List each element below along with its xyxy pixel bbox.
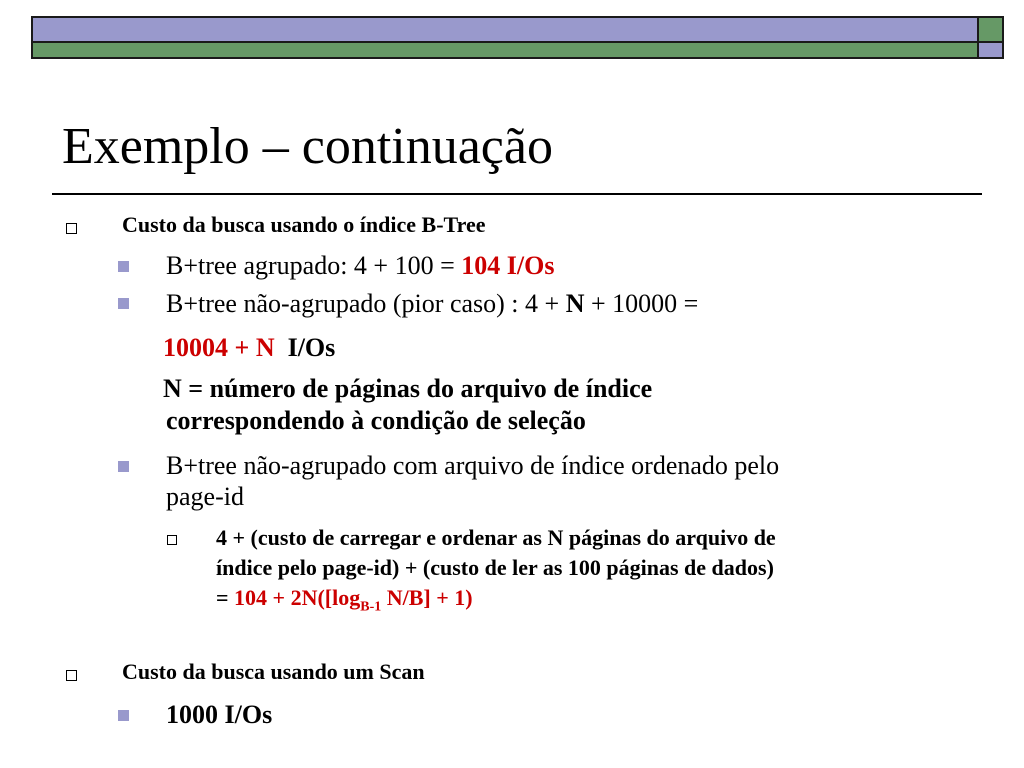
item-clustered [166,250,554,282]
sub-item-line3 [216,584,473,621]
item-unclustered-note-2: correspondendo à condição de seleção [166,406,586,435]
title-divider [52,193,982,195]
filled-square-bullet-icon [118,710,129,721]
sub-item-line2: índice pelo page-id) + (custo de ler as 100 páginas de dados) [216,555,774,580]
formula-subscript: B-1 [360,599,382,615]
item-clustered-result: 104 I/Os [461,251,555,280]
sub-item-equals: = [216,585,235,610]
sub-item-line1: 4 + (custo de carregar e ordenar as N páginas do arquivo de [216,525,776,550]
hollow-square-bullet-icon [66,223,77,234]
item-unclustered [166,288,698,320]
scan-cost: 1000 I/Os [166,700,273,729]
header-bar-green [31,41,979,59]
hollow-square-bullet-icon [66,670,77,681]
section1-heading: Custo da busca usando o índice B-Tree [122,212,486,237]
item-sorted-line1: B+tree não-agrupado com arquivo de índice ordenado pelo [166,451,780,480]
header-bar-blue [31,16,979,43]
item-unclustered-unit: I/Os [287,333,336,362]
header-square-blue [977,41,1004,59]
item-unclustered-note-1: N = número de páginas do arquivo de índice [163,374,653,403]
item-unclustered-result-line [163,332,335,364]
item-unclustered-post: + 10000 = [584,289,699,318]
filled-square-bullet-icon [118,261,129,272]
sub-item-formula [234,585,473,615]
formula-part-b: N/B] + 1) [381,585,473,610]
filled-square-bullet-icon [118,298,129,309]
item-unclustered-n: N [565,289,585,318]
item-unclustered-result: 10004 + N [163,333,275,362]
slide-title: Exemplo – continuação [62,118,553,175]
formula-part-a: 104 + 2N([log [234,585,361,610]
header-square-green [977,16,1004,43]
item-clustered-text: B+tree agrupado: 4 + 100 = [166,251,462,280]
section2-heading: Custo da busca usando um Scan [122,659,425,684]
item-sorted-line2: page-id [166,482,244,511]
filled-square-bullet-icon [118,461,129,472]
item-unclustered-pre: B+tree não-agrupado (pior caso) : 4 + [166,289,566,318]
hollow-square-sub-bullet-icon [167,535,177,545]
